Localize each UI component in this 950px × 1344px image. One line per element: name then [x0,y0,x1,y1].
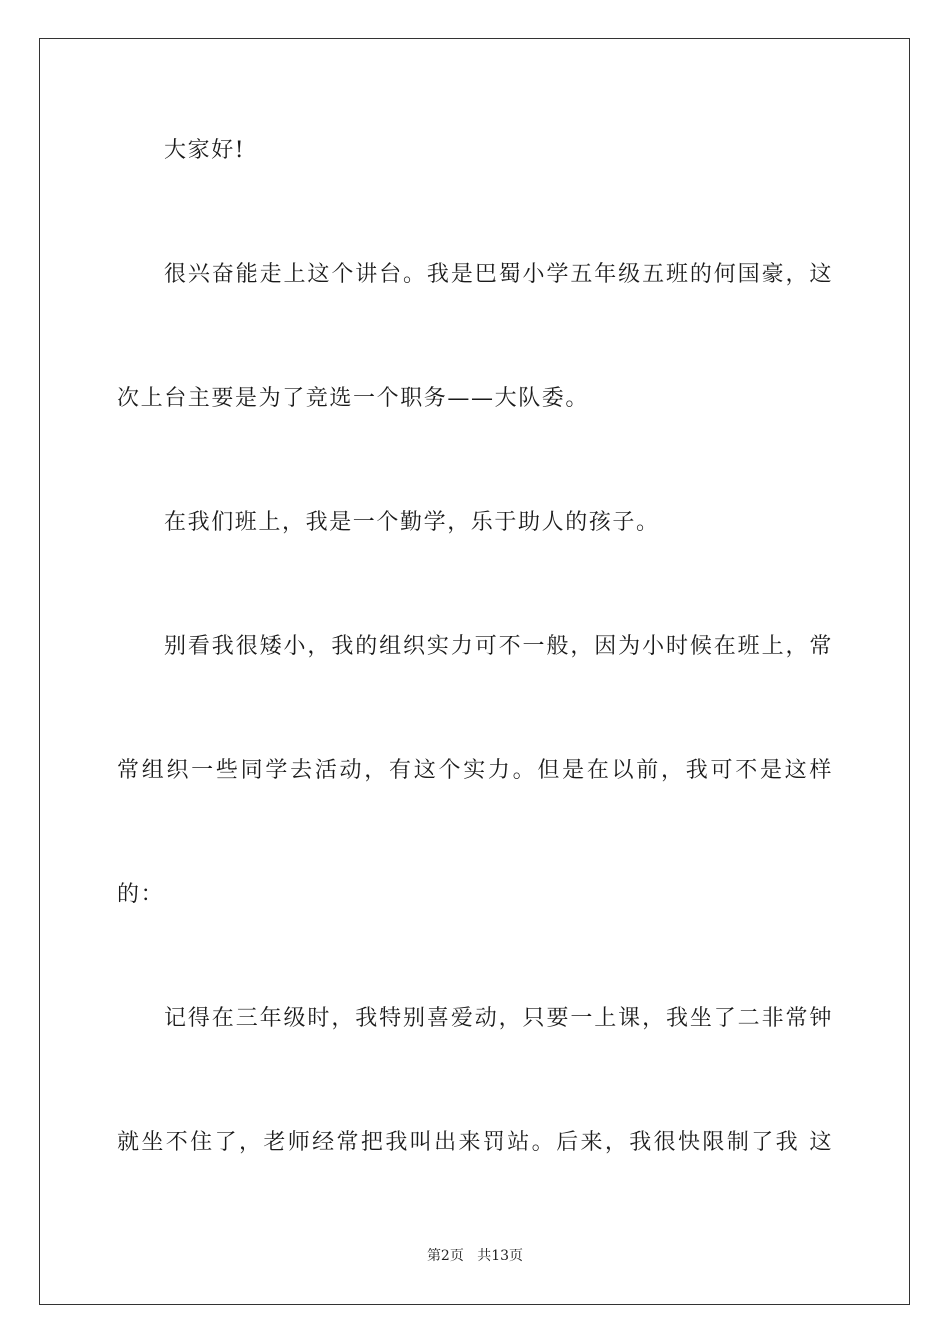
paragraph-line: 很兴奋能走上这个讲台。我是巴蜀小学五年级五班的何国豪，这 [164,262,833,287]
paragraph-line: 次上台主要是为了竞选一个职务——大队委。 [117,386,590,411]
paragraph-line: 在我们班上，我是一个勤学，乐于助人的孩子。 [164,510,660,535]
paragraph-line: 记得在三年级时，我特别喜爱动，只要一上课，我坐了二非常钟 [164,1006,833,1031]
page-footer [0,1246,950,1266]
paragraph-line: 别看我很矮小，我的组织实力可不一般，因为小时候在班上，常 [164,634,833,659]
page-border [39,38,910,1305]
page-number: 第2页 [426,1248,464,1264]
paragraph-line: 常组织一些同学去活动，有这个实力。但是在以前，我可不是这样 [117,758,833,783]
page-total: 共13页 [477,1248,524,1264]
paragraph-line: 的： [117,882,165,907]
greeting-line: 大家好! [164,138,246,163]
paragraph-line: 就坐不住了，老师经常把我叫出来罚站。后来，我很快限制了我 这 [117,1130,833,1155]
